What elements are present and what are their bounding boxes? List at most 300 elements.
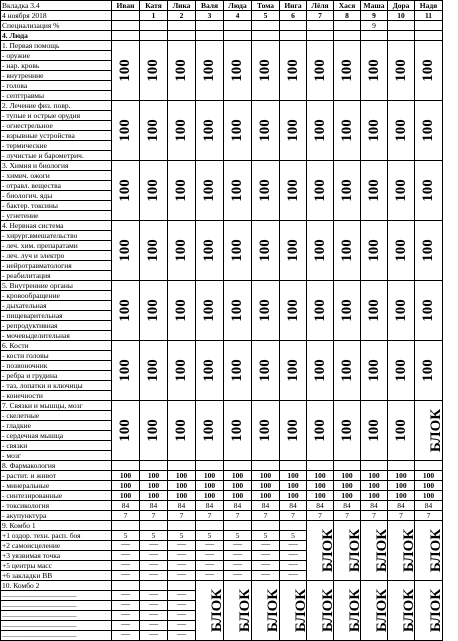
skill-value-cell[interactable] (252, 161, 280, 221)
pharmacology-value[interactable]: 100 (168, 481, 196, 491)
specialization-cell[interactable] (168, 21, 196, 31)
pharmacology-value[interactable]: 7 (112, 511, 140, 521)
skill-value-cell[interactable] (196, 101, 224, 161)
skill-value-cell[interactable] (112, 41, 140, 101)
pharmacology-value[interactable]: 100 (252, 471, 280, 481)
skill-value-cell[interactable] (112, 281, 140, 341)
column-header-name[interactable]: Дора (388, 1, 415, 11)
combo1-value[interactable]: ----- (280, 551, 307, 561)
section-heading[interactable]: 10. Комбо 2 (1, 581, 112, 591)
skill-value-cell[interactable] (307, 401, 334, 461)
empty-cell[interactable] (140, 581, 168, 591)
specialization-cell[interactable] (224, 21, 252, 31)
skill-item-label[interactable]: - бактер. токсины (1, 201, 112, 211)
skill-value-cell[interactable] (415, 401, 443, 461)
skill-value-cell[interactable] (307, 341, 334, 401)
combo2-value[interactable]: ----- (140, 611, 168, 621)
empty-cell[interactable] (224, 461, 252, 471)
column-header-number[interactable]: 7 (307, 11, 334, 21)
combo1-value[interactable]: ----- (112, 551, 140, 561)
block-cell[interactable] (307, 521, 337, 581)
combo1-value[interactable]: ----- (140, 571, 168, 581)
empty-cell[interactable] (140, 31, 168, 41)
skill-value-cell[interactable] (388, 221, 415, 281)
combo1-label[interactable]: +5 центры масс (1, 561, 112, 571)
skill-value-cell[interactable] (168, 281, 196, 341)
skill-value-cell[interactable] (224, 341, 252, 401)
specialization-cell[interactable] (280, 21, 307, 31)
skill-value-cell[interactable] (415, 41, 443, 101)
empty-cell[interactable] (334, 31, 361, 41)
skill-value-cell[interactable] (280, 101, 307, 161)
skill-item-label[interactable]: - взрывные устройства (1, 131, 112, 141)
pharmacology-value[interactable]: 7 (334, 511, 361, 521)
combo1-label[interactable]: +6 закладки ВВ (1, 571, 112, 581)
skill-value-cell[interactable] (224, 221, 252, 281)
combo1-label[interactable]: +3 уязвимая точка (1, 551, 112, 561)
pharmacology-value[interactable]: 84 (415, 501, 443, 511)
combo2-value[interactable]: ----- (168, 631, 196, 641)
skill-item-label[interactable]: - биологич. яды (1, 191, 112, 201)
skill-value-cell[interactable] (334, 41, 361, 101)
skill-value-cell[interactable] (388, 401, 415, 461)
pharmacology-value[interactable]: 7 (224, 511, 252, 521)
combo1-value[interactable]: ----- (252, 541, 280, 551)
combo1-value[interactable]: ----- (280, 541, 307, 551)
skill-value-cell[interactable] (224, 401, 252, 461)
skill-value-cell[interactable] (334, 281, 361, 341)
pharmacology-value[interactable]: 7 (196, 511, 224, 521)
combo1-value[interactable]: ----- (140, 541, 168, 551)
combo1-value[interactable]: ----- (252, 571, 280, 581)
pharmacology-value[interactable]: 100 (252, 481, 280, 491)
combo1-value[interactable]: ----- (140, 561, 168, 571)
section-heading[interactable]: 7. Связки и мышцы, мозг (1, 401, 112, 411)
skill-value-cell[interactable] (280, 221, 307, 281)
column-header-number[interactable]: 1 (140, 11, 168, 21)
empty-cell[interactable] (140, 461, 168, 471)
skill-value-cell[interactable] (307, 41, 334, 101)
skill-value-cell[interactable] (361, 401, 388, 461)
section-heading[interactable]: 3. Химия и биология (1, 161, 112, 171)
skill-value-cell[interactable] (112, 341, 140, 401)
empty-cell[interactable] (140, 521, 168, 531)
combo1-value[interactable]: ----- (224, 551, 252, 561)
skill-value-cell[interactable] (415, 101, 443, 161)
pharmacology-value[interactable]: 84 (196, 501, 224, 511)
combo1-value[interactable]: ----- (168, 571, 196, 581)
pharmacology-value[interactable]: 100 (388, 491, 415, 501)
pharmacology-value[interactable]: 84 (112, 501, 140, 511)
pharmacology-value[interactable]: 84 (280, 501, 307, 511)
empty-cell[interactable] (280, 521, 307, 531)
block-cell[interactable] (334, 581, 364, 641)
pharmacology-value[interactable]: 84 (334, 501, 361, 511)
combo2-value[interactable]: ----- (168, 601, 196, 611)
column-header-number[interactable]: 11 (415, 11, 443, 21)
skill-item-label[interactable]: - нар. кровь (1, 61, 112, 71)
skill-value-cell[interactable] (224, 281, 252, 341)
skill-value-cell[interactable] (415, 221, 443, 281)
pharmacology-value[interactable]: 7 (388, 511, 415, 521)
skill-item-label[interactable]: - внутренние (1, 71, 112, 81)
skill-item-label[interactable]: - позвоночник (1, 361, 112, 371)
combo2-value[interactable]: ----- (112, 591, 140, 601)
pharmacology-value[interactable]: 100 (196, 491, 224, 501)
empty-cell[interactable] (361, 461, 388, 471)
pharmacology-label[interactable]: - токсикология (1, 501, 112, 511)
skill-value-cell[interactable] (112, 161, 140, 221)
skill-item-label[interactable]: - связки (1, 441, 112, 451)
pharmacology-value[interactable]: 100 (361, 481, 388, 491)
combo1-value[interactable]: ----- (280, 571, 307, 581)
pharmacology-value[interactable]: 100 (224, 471, 252, 481)
empty-cell[interactable] (112, 581, 140, 591)
section-heading[interactable]: 1. Первая помощь (1, 41, 112, 51)
pharmacology-value[interactable]: 100 (307, 471, 334, 481)
combo1-value[interactable]: 5 (224, 531, 252, 541)
skill-value-cell[interactable] (112, 401, 140, 461)
skill-item-label[interactable]: - хирург.вмешательство (1, 231, 112, 241)
specialization-cell[interactable]: 9 (361, 21, 388, 31)
pharmacology-label[interactable]: - растит. и живот (1, 471, 112, 481)
skill-value-cell[interactable] (252, 101, 280, 161)
skill-value-cell[interactable] (334, 161, 361, 221)
block-cell[interactable] (252, 581, 280, 641)
skill-value-cell[interactable] (307, 161, 334, 221)
empty-cell[interactable] (196, 31, 224, 41)
column-header-number[interactable]: 3 (196, 11, 224, 21)
combo2-value[interactable]: ----- (112, 611, 140, 621)
combo1-value[interactable]: 5 (168, 531, 196, 541)
specialization-label[interactable]: Специализация % (1, 21, 112, 31)
pharmacology-value[interactable]: 7 (361, 511, 388, 521)
skill-value-cell[interactable] (280, 281, 307, 341)
combo2-value[interactable]: ----- (140, 591, 168, 601)
combo2-label[interactable]: ___________________________ (1, 601, 112, 611)
combo1-value[interactable]: ----- (112, 561, 140, 571)
pharmacology-value[interactable]: 7 (140, 511, 168, 521)
combo2-value[interactable]: ----- (112, 621, 140, 631)
skill-value-cell[interactable] (388, 281, 415, 341)
skill-value-cell[interactable] (415, 341, 443, 401)
skill-item-label[interactable]: - кровообращение (1, 291, 112, 301)
empty-cell[interactable] (112, 521, 140, 531)
combo1-value[interactable]: ----- (224, 561, 252, 571)
pharmacology-value[interactable]: 84 (388, 501, 415, 511)
skill-value-cell[interactable] (361, 281, 388, 341)
pharmacology-value[interactable]: 7 (307, 511, 334, 521)
skill-value-cell[interactable] (361, 161, 388, 221)
skill-value-cell[interactable] (280, 41, 307, 101)
skill-value-cell[interactable] (388, 341, 415, 401)
combo1-value[interactable]: 5 (280, 531, 307, 541)
column-header-name[interactable]: Катя (140, 1, 168, 11)
column-header-number[interactable]: 9 (361, 11, 388, 21)
section-heading[interactable]: 6. Кости (1, 341, 112, 351)
pharmacology-value[interactable]: 100 (415, 491, 443, 501)
column-header-name[interactable]: Лика (168, 1, 196, 11)
skill-value-cell[interactable] (361, 41, 388, 101)
skill-value-cell[interactable] (415, 161, 443, 221)
combo2-label[interactable]: ___________________________ (1, 591, 112, 601)
combo1-value[interactable]: ----- (196, 571, 224, 581)
skill-value-cell[interactable] (196, 281, 224, 341)
pharmacology-value[interactable]: 100 (112, 491, 140, 501)
skill-item-label[interactable]: - таз, лопатки и ключицы (1, 381, 112, 391)
section-heading[interactable]: 2. Лечение физ. повр. (1, 101, 112, 111)
column-header-name[interactable]: Надя (415, 1, 443, 11)
pharmacology-value[interactable]: 100 (196, 471, 224, 481)
block-cell[interactable] (307, 581, 337, 641)
pharmacology-value[interactable]: 100 (280, 491, 307, 501)
pharmacology-value[interactable]: 7 (415, 511, 443, 521)
pharmacology-value[interactable]: 7 (280, 511, 307, 521)
combo1-label[interactable]: +1 оздор. техн. расп. боя (1, 531, 112, 541)
pharmacology-value[interactable]: 100 (307, 491, 334, 501)
column-header-name[interactable]: Маша (361, 1, 388, 11)
pharmacology-value[interactable]: 7 (252, 511, 280, 521)
skill-item-label[interactable]: - конечности (1, 391, 112, 401)
specialization-cell[interactable] (415, 21, 443, 31)
column-header-name[interactable]: Валя (196, 1, 224, 11)
combo1-label[interactable]: +2 самоисцеление (1, 541, 112, 551)
skill-value-cell[interactable] (307, 221, 334, 281)
skill-value-cell[interactable] (196, 161, 224, 221)
pharmacology-value[interactable]: 84 (252, 501, 280, 511)
skill-value-cell[interactable] (415, 281, 443, 341)
empty-cell[interactable] (361, 31, 388, 41)
block-cell[interactable] (280, 581, 310, 641)
skill-item-label[interactable]: - леч. луч и электро (1, 251, 112, 261)
skill-value-cell[interactable] (112, 221, 140, 281)
block-cell[interactable] (361, 581, 391, 641)
skill-value-cell[interactable] (388, 41, 415, 101)
combo1-value[interactable]: ----- (252, 551, 280, 561)
skill-item-label[interactable]: - кости головы (1, 351, 112, 361)
combo2-value[interactable]: ----- (140, 601, 168, 611)
pharmacology-value[interactable]: 100 (334, 481, 361, 491)
combo1-value[interactable]: 5 (112, 531, 140, 541)
skill-value-cell[interactable] (224, 41, 252, 101)
empty-cell[interactable] (252, 461, 280, 471)
pharmacology-value[interactable]: 100 (280, 471, 307, 481)
block-cell[interactable] (196, 581, 224, 641)
pharmacology-value[interactable]: 100 (334, 471, 361, 481)
combo1-value[interactable]: ----- (224, 541, 252, 551)
combo2-label[interactable]: ___________________________ (1, 631, 112, 641)
pharmacology-value[interactable]: 100 (112, 471, 140, 481)
empty-cell[interactable] (168, 31, 196, 41)
pharmacology-value[interactable]: 100 (140, 491, 168, 501)
combo1-value[interactable]: ----- (168, 541, 196, 551)
pharmacology-value[interactable]: 84 (168, 501, 196, 511)
skill-value-cell[interactable] (307, 101, 334, 161)
combo2-value[interactable]: ----- (140, 631, 168, 641)
skill-value-cell[interactable] (361, 341, 388, 401)
empty-cell[interactable] (196, 521, 224, 531)
empty-cell[interactable] (112, 461, 140, 471)
section-heading[interactable]: 4. Нервная система (1, 221, 112, 231)
skill-value-cell[interactable] (196, 221, 224, 281)
skill-value-cell[interactable] (140, 101, 168, 161)
skill-item-label[interactable]: - дыхательная (1, 301, 112, 311)
pharmacology-value[interactable]: 100 (388, 471, 415, 481)
skill-value-cell[interactable] (224, 161, 252, 221)
combo1-value[interactable]: 5 (140, 531, 168, 541)
pharmacology-value[interactable]: 100 (252, 491, 280, 501)
column-header-number[interactable]: 10 (388, 11, 415, 21)
skill-value-cell[interactable] (252, 401, 280, 461)
empty-cell[interactable] (168, 521, 196, 531)
pharmacology-value[interactable]: 100 (307, 481, 334, 491)
empty-cell[interactable] (280, 461, 307, 471)
empty-cell[interactable] (334, 461, 361, 471)
skill-value-cell[interactable] (388, 161, 415, 221)
pharmacology-value[interactable]: 100 (388, 481, 415, 491)
skill-value-cell[interactable] (168, 101, 196, 161)
specialization-cell[interactable] (307, 21, 334, 31)
empty-cell[interactable] (307, 461, 334, 471)
pharmacology-value[interactable]: 100 (168, 491, 196, 501)
skill-value-cell[interactable] (196, 401, 224, 461)
combo1-value[interactable]: ----- (196, 541, 224, 551)
specialization-cell[interactable] (196, 21, 224, 31)
skill-item-label[interactable]: - голова (1, 81, 112, 91)
skill-value-cell[interactable] (168, 41, 196, 101)
combo1-value[interactable]: 5 (196, 531, 224, 541)
combo1-value[interactable]: 5 (252, 531, 280, 541)
skill-value-cell[interactable] (361, 101, 388, 161)
pharmacology-value[interactable]: 100 (196, 481, 224, 491)
skill-item-label[interactable]: - леч. хим. препаратами (1, 241, 112, 251)
column-header-number[interactable] (112, 11, 140, 21)
pharmacology-value[interactable]: 84 (140, 501, 168, 511)
skill-value-cell[interactable] (334, 101, 361, 161)
empty-cell[interactable] (224, 521, 252, 531)
block-cell[interactable] (415, 521, 443, 581)
skill-item-label[interactable]: - репродуктивная (1, 321, 112, 331)
skill-item-label[interactable]: - нейротравматология (1, 261, 112, 271)
specialization-cell[interactable] (334, 21, 361, 31)
column-header-number[interactable]: 8 (334, 11, 361, 21)
empty-cell[interactable] (252, 521, 280, 531)
skill-value-cell[interactable] (196, 341, 224, 401)
empty-cell[interactable] (168, 461, 196, 471)
skill-item-label[interactable]: - мозг (1, 451, 112, 461)
column-header-name[interactable]: Иван (112, 1, 140, 11)
skill-item-label[interactable]: - угнетение (1, 211, 112, 221)
combo2-value[interactable]: ----- (140, 621, 168, 631)
pharmacology-value[interactable]: 100 (140, 471, 168, 481)
empty-cell[interactable] (196, 461, 224, 471)
empty-cell[interactable] (112, 31, 140, 41)
empty-cell[interactable] (252, 31, 280, 41)
block-cell[interactable] (334, 521, 364, 581)
column-header-name[interactable]: Лёля (307, 1, 334, 11)
combo2-label[interactable]: ___________________________ (1, 621, 112, 631)
pharmacology-value[interactable]: 100 (140, 481, 168, 491)
column-header-name[interactable]: Люда (224, 1, 252, 11)
empty-cell[interactable] (388, 461, 415, 471)
column-header-number[interactable]: 5 (252, 11, 280, 21)
section-heading[interactable]: 5. Внутренние органы (1, 281, 112, 291)
skill-value-cell[interactable] (334, 401, 361, 461)
section-heading[interactable]: 9. Комбо 1 (1, 521, 112, 531)
skill-item-label[interactable]: - химич. ожоги (1, 171, 112, 181)
skill-value-cell[interactable] (140, 221, 168, 281)
skill-value-cell[interactable] (140, 41, 168, 101)
skill-item-label[interactable]: - мочевыделительная (1, 331, 112, 341)
skill-item-label[interactable]: - тупые и острые орудия (1, 111, 112, 121)
skill-item-label[interactable]: - термические (1, 141, 112, 151)
pharmacology-value[interactable]: 100 (334, 491, 361, 501)
pharmacology-label[interactable]: - акупунктура (1, 511, 112, 521)
specialization-cell[interactable] (388, 21, 415, 31)
skill-value-cell[interactable] (140, 341, 168, 401)
skill-value-cell[interactable] (334, 221, 361, 281)
skill-value-cell[interactable] (280, 401, 307, 461)
pharmacology-value[interactable]: 100 (112, 481, 140, 491)
column-header-name[interactable]: Хася (334, 1, 361, 11)
pharmacology-value[interactable]: 7 (168, 511, 196, 521)
skill-value-cell[interactable] (280, 341, 307, 401)
pharmacology-value[interactable]: 100 (280, 481, 307, 491)
empty-cell[interactable] (307, 31, 334, 41)
skill-value-cell[interactable] (280, 161, 307, 221)
combo2-value[interactable]: ----- (168, 621, 196, 631)
column-header-name[interactable]: Тома (252, 1, 280, 11)
column-header-number[interactable]: 6 (280, 11, 307, 21)
pharmacology-value[interactable]: 100 (415, 481, 443, 491)
skill-item-label[interactable]: - гладкие (1, 421, 112, 431)
combo2-value[interactable]: ----- (112, 601, 140, 611)
skill-item-label[interactable]: - отравл. вещества (1, 181, 112, 191)
skill-item-label[interactable]: - септтравмы (1, 91, 112, 101)
skill-value-cell[interactable] (224, 101, 252, 161)
skill-item-label[interactable]: - реабилитация (1, 271, 112, 281)
sheet-title[interactable]: Вкладка 3.4 (1, 1, 112, 11)
skill-value-cell[interactable] (252, 221, 280, 281)
skill-value-cell[interactable] (112, 101, 140, 161)
skill-value-cell[interactable] (140, 401, 168, 461)
skill-item-label[interactable]: - скелетные (1, 411, 112, 421)
block-cell[interactable] (388, 581, 418, 641)
column-header-number[interactable]: 2 (168, 11, 196, 21)
empty-cell[interactable] (168, 581, 196, 591)
specialization-cell[interactable] (112, 21, 140, 31)
skill-value-cell[interactable] (252, 281, 280, 341)
skill-value-cell[interactable] (168, 161, 196, 221)
combo2-value[interactable]: ----- (168, 611, 196, 621)
pharmacology-value[interactable]: 100 (224, 491, 252, 501)
pharmacology-label[interactable]: - синтезированные (1, 491, 112, 501)
combo1-value[interactable]: ----- (196, 551, 224, 561)
combo1-value[interactable]: ----- (112, 541, 140, 551)
combo1-value[interactable]: ----- (112, 571, 140, 581)
skill-item-label[interactable]: - ребра и грудина (1, 371, 112, 381)
column-header-number[interactable]: 4 (224, 11, 252, 21)
skill-value-cell[interactable] (168, 341, 196, 401)
specialization-cell[interactable] (140, 21, 168, 31)
combo2-value[interactable]: ----- (168, 591, 196, 601)
skill-value-cell[interactable] (334, 341, 361, 401)
combo1-value[interactable]: ----- (196, 561, 224, 571)
empty-cell[interactable] (415, 31, 443, 41)
skill-item-label[interactable]: - пищеварительная (1, 311, 112, 321)
skill-value-cell[interactable] (168, 401, 196, 461)
block-cell[interactable] (415, 581, 443, 641)
